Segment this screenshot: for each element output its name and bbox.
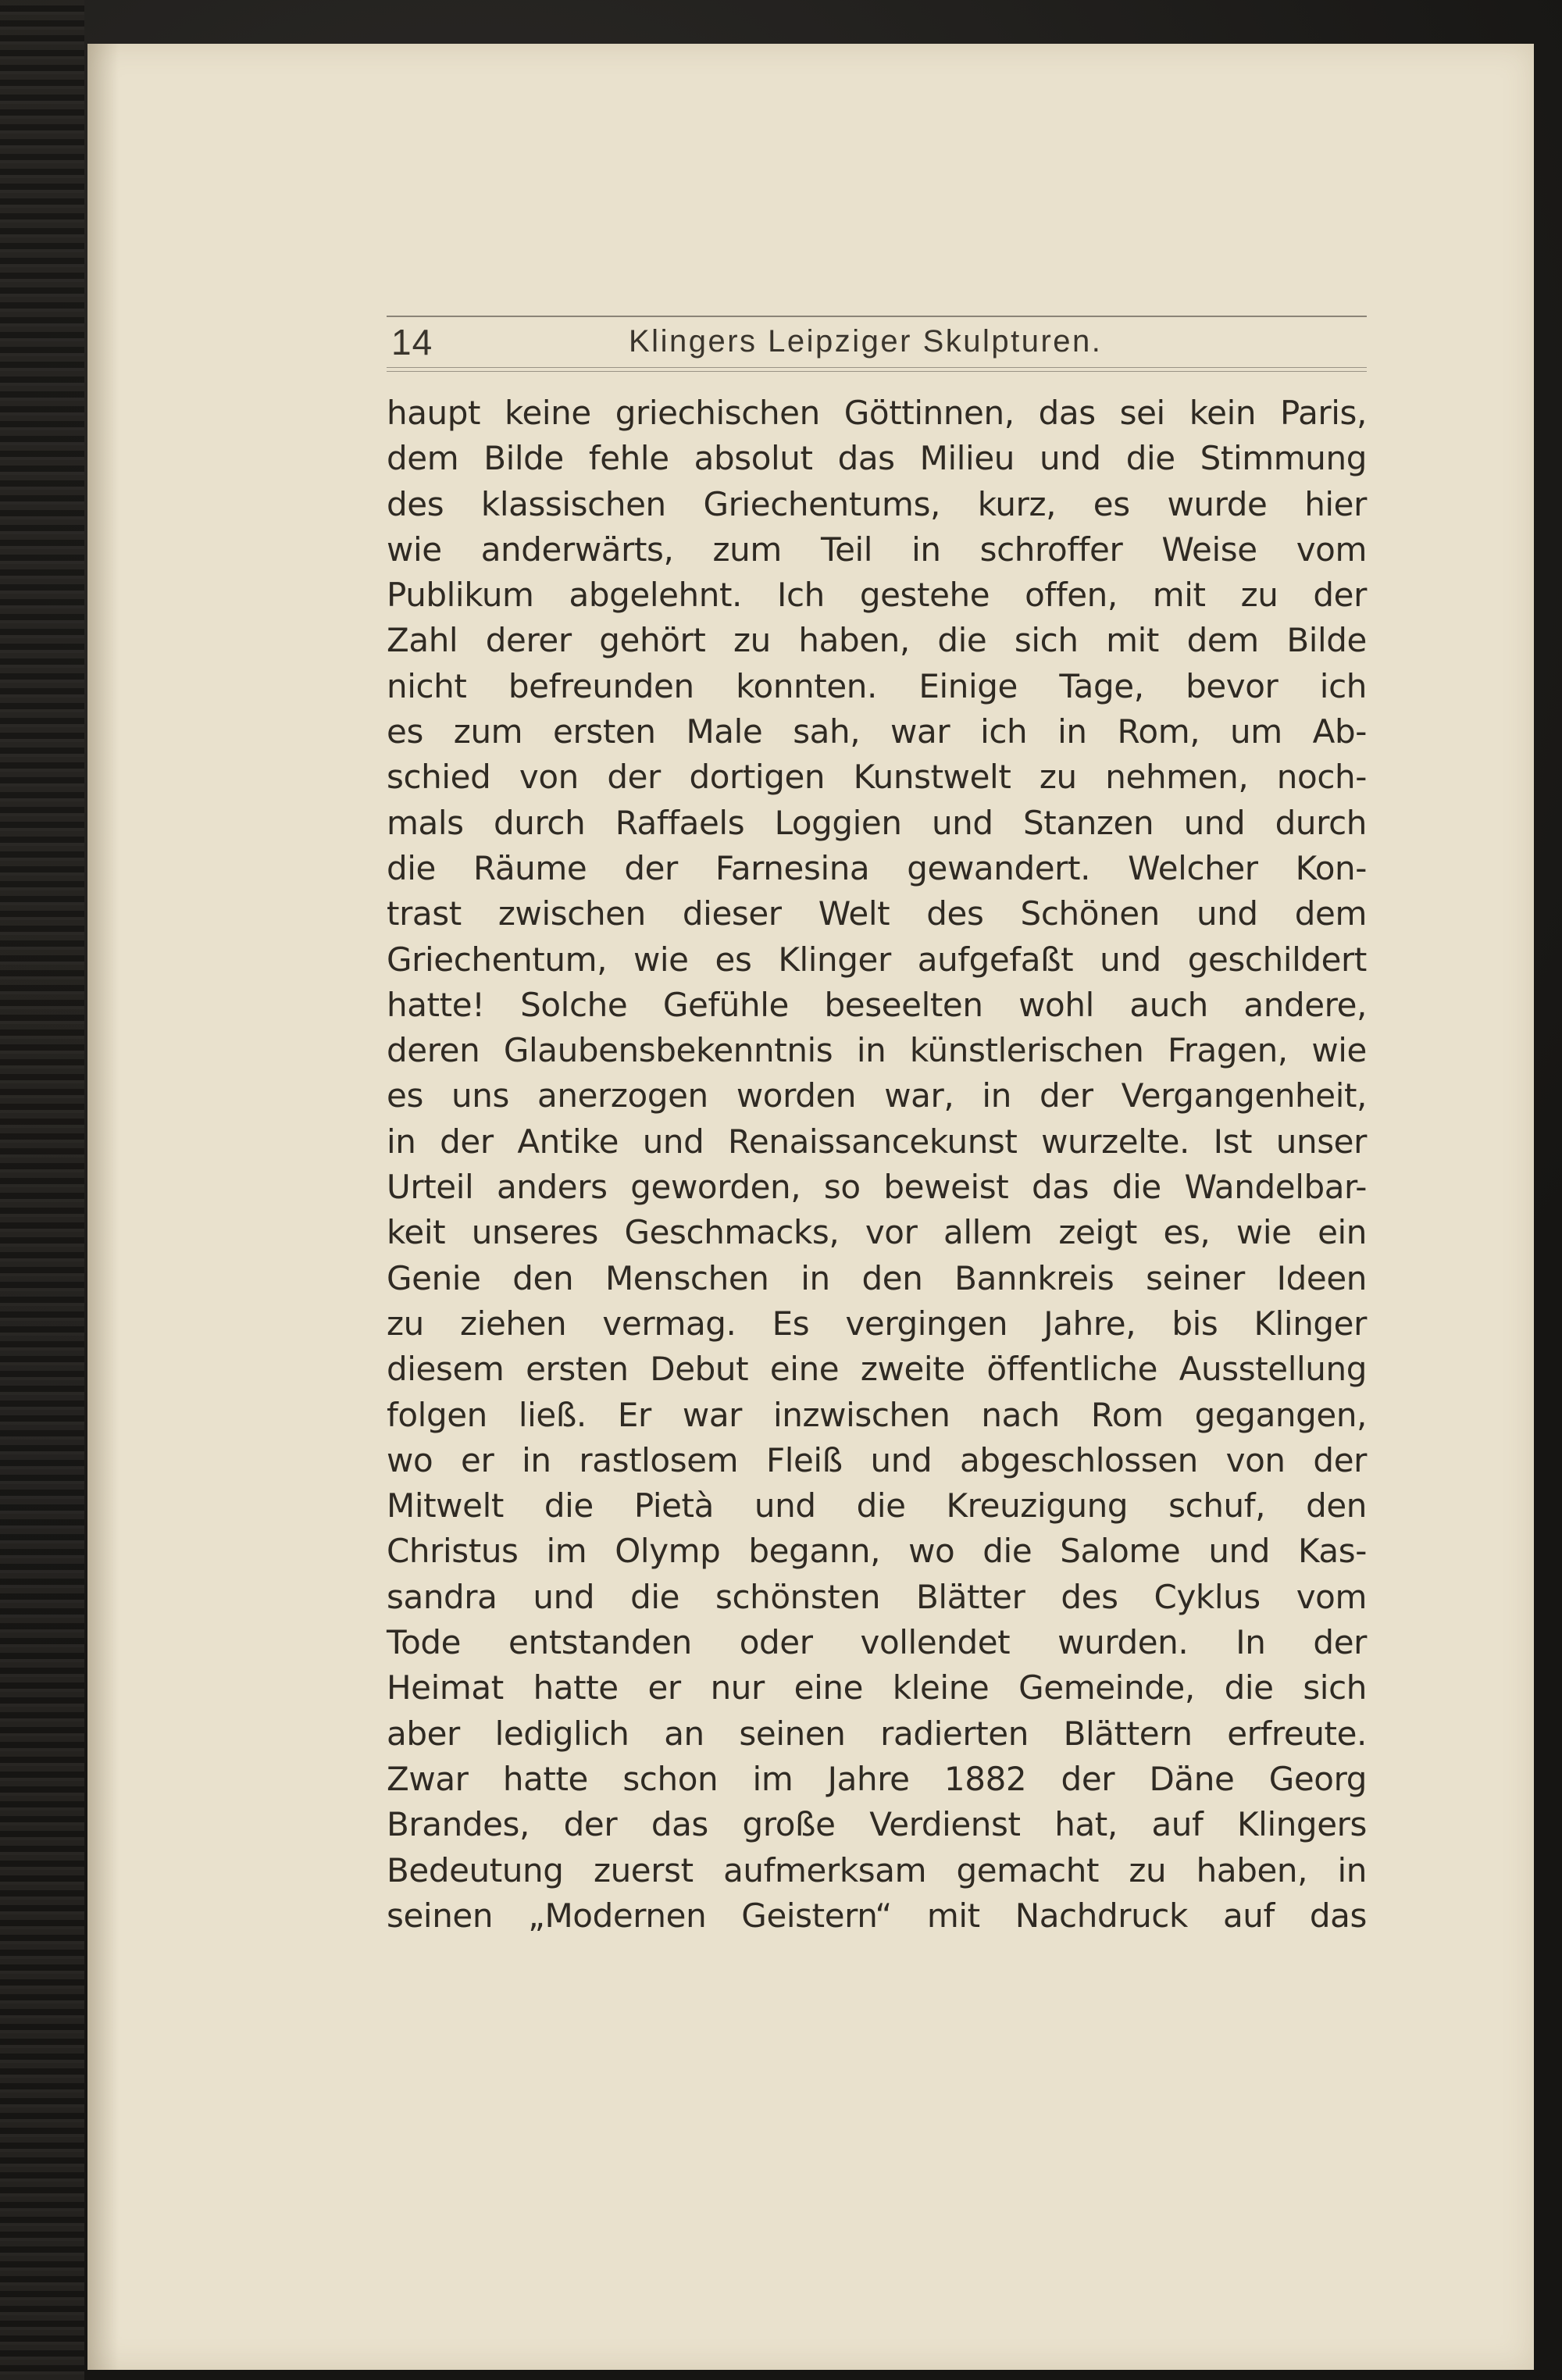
text-line: Mitwelt die Pietà und die Kreuzigung schuf, den: [387, 1486, 1367, 1525]
text-line: nicht befreunden konnten. Einige Tage, bevor ich: [387, 666, 1367, 705]
text-line: seinen „Modernen Geistern“ mit Nachdruck auf das: [387, 1896, 1367, 1935]
body-text: [387, 391, 1367, 1939]
text-line: trast zwischen dieser Welt des Schönen und dem: [387, 894, 1367, 933]
text-line: Genie den Menschen in den Bannkreis seiner Ideen: [387, 1258, 1367, 1297]
running-head: Klingers Leipziger Skulpturen.: [629, 324, 1103, 359]
text-line: wie anderwärts, zum Teil in schroffer Weise vom: [387, 530, 1367, 569]
text-line: Zwar hatte schon im Jahre 1882 der Däne Georg: [387, 1759, 1367, 1798]
text-line: Heimat hatte er nur eine kleine Gemeinde, die sich: [387, 1668, 1367, 1707]
text-line: deren Glaubensbekenntnis in künstlerischen Fragen, wie: [387, 1031, 1367, 1070]
header-double-rule: [387, 367, 1367, 372]
text-line: aber lediglich an seinen radierten Blättern erfreute.: [387, 1714, 1367, 1753]
text-line: diesem ersten Debut eine zweite öffentliche Ausstellung: [387, 1350, 1367, 1389]
text-line: sandra und die schönsten Blätter des Cyklus vom: [387, 1577, 1367, 1616]
text-line: Zahl derer gehört zu haben, die sich mit dem Bilde: [387, 621, 1367, 660]
text-line: Christus im Olymp begann, wo die Salome und Kas-: [387, 1532, 1367, 1571]
text-line: Publikum abgelehnt. Ich gestehe offen, mit zu der: [387, 576, 1367, 615]
cover-binding-edge: [0, 0, 84, 2380]
text-line: mals durch Raffaels Loggien und Stanzen und durch: [387, 803, 1367, 842]
text-line: es uns anerzogen worden war, in der Vergangenheit,: [387, 1076, 1367, 1115]
page-header: [387, 316, 1367, 366]
gutter-shade: [87, 44, 119, 2370]
text-line: Griechentum, wie es Klinger aufgefaßt und geschildert: [387, 940, 1367, 979]
text-line: die Räume der Farnesina gewandert. Welcher Kon-: [387, 848, 1367, 887]
text-line: haupt keine griechischen Göttinnen, das sei kein Paris,: [387, 394, 1367, 432]
text-line: in der Antike und Renaissancekunst wurzelte. Ist unser: [387, 1122, 1367, 1161]
text-line: zu ziehen vermag. Es vergingen Jahre, bis Klinger: [387, 1304, 1367, 1343]
text-line: schied von der dortigen Kunstwelt zu nehmen, noch-: [387, 758, 1367, 797]
text-line: hatte! Solche Gefühle beseelten wohl auch andere,: [387, 985, 1367, 1024]
text-line: des klassischen Griechentums, kurz, es wurde hier: [387, 484, 1367, 523]
text-line: dem Bilde fehle absolut das Milieu und die Stimmung: [387, 439, 1367, 478]
page-number: 14: [391, 322, 433, 362]
text-line: es zum ersten Male sah, war ich in Rom, um Ab-: [387, 712, 1367, 751]
text-line: keit unseres Geschmacks, vor allem zeigt es, wie ein: [387, 1213, 1367, 1252]
text-line: Bedeutung zuerst aufmerksam gemacht zu haben, in: [387, 1850, 1367, 1889]
text-line: Brandes, der das große Verdienst hat, auf Klingers: [387, 1805, 1367, 1844]
text-line: Tode entstanden oder vollendet wurden. In der: [387, 1623, 1367, 1662]
text-line: Urteil anders geworden, so beweist das die Wandelbar-: [387, 1168, 1367, 1207]
text-line: wo er in rastlosem Fleiß und abgeschlossen von der: [387, 1440, 1367, 1479]
text-line: folgen ließ. Er war inzwischen nach Rom gegangen,: [387, 1395, 1367, 1434]
